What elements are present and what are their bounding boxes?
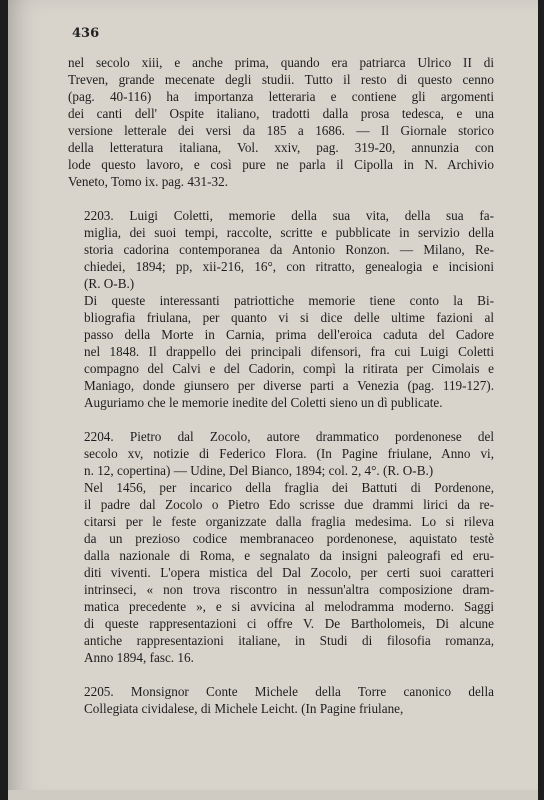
text-line: Collegiata cividalese, di Michele Leicht. (In Pagine friulane, (84, 701, 404, 716)
text-line: bliografia friulana, per quanto vi si dice delle ultime fazioni al (84, 310, 494, 325)
paragraph-continuation (68, 54, 494, 190)
text-line: nel secolo xiii, e anche prima, quando era patriarca Ulrico II di (68, 55, 494, 70)
text-line: lode questo lavoro, e così pure ne parla il Cipolla in N. Archivio (68, 157, 494, 172)
entry-2204-heading (68, 428, 494, 479)
text-line: chiedei, 1894; pp, xii-216, 16°, con ritratto, genealogia e incisioni (84, 259, 494, 274)
text-line: Di queste interessanti patriottiche memorie tiene conto la Bi- (84, 293, 494, 308)
text-line: Maniago, donde giunsero per diverse parti a Venezia (pag. 119-127). (84, 378, 494, 393)
text-line: Nel 1456, per incarico della fraglia dei Battuti di Pordenone, (84, 480, 494, 495)
text-line: diti viventi. L'opera mistica del Dal Zocolo, per certi suoi caratteri (84, 565, 494, 580)
text-line: secolo xv, notizie di Federico Flora. (In Pagine friulane, Anno vi, (84, 446, 494, 461)
text-line: 2205. Monsignor Conte Michele della Torre canonico della (84, 684, 494, 699)
text-line: il padre dal Zocolo o Pietro Edo scrisse due drammi lirici da re- (84, 497, 494, 512)
text-line: Auguriamo che le memorie inedite del Coletti sieno un dì publicate. (84, 395, 443, 410)
text-line: (pag. 40-116) ha importanza letteraria e contiene gli argomenti (68, 89, 494, 104)
text-line: miglia, dei suoi tempi, raccolte, scritte e pubblicate in servizio della (84, 225, 494, 240)
text-line: Anno 1894, fasc. 16. (84, 650, 194, 665)
text-line: antiche rappresentazioni italiane, in Studi di filosofia romanza, (84, 633, 494, 648)
entry-2204-body (68, 479, 494, 666)
text-line: intrinseci, « non trova riscontro in nessun'altra composizione dram- (84, 582, 494, 597)
text-line: citarsi per le feste organizzate dalla fraglia medesima. Lo si rileva (84, 514, 494, 529)
text-line: nel 1848. Il drappello dei principali difensori, fra cui Luigi Coletti (84, 344, 494, 359)
text-line: 2204. Pietro dal Zocolo, autore drammatico pordenonese del (84, 429, 494, 444)
entry-2203-body (68, 292, 494, 411)
text-line: (R. O-B.) (84, 276, 135, 291)
text-line: dalla nazionale di Roma, e segnalato da insigni paleografi ed eru- (84, 548, 494, 563)
page-bottom-edge (8, 790, 538, 800)
text-line: dei canti dell' Ospite italiano, tradotti dalla prosa tedesca, e una (68, 106, 494, 121)
text-line: da un prezioso codice membranaceo pordenonese, aquistato testè (84, 531, 494, 546)
entry-2203-heading (68, 207, 494, 292)
text-line: matica precedente », e si avvicina al melodramma moderno. Saggi (84, 599, 494, 614)
text-line: della letteratura italiana, Vol. xxiv, pag. 319-20, annunzia con (68, 140, 494, 155)
book-page (8, 0, 538, 800)
text-line: passo della Morte in Carnia, prima dell'eroica caduta del Cadore (84, 327, 494, 342)
text-line: di queste rappresentazioni ci offre V. De Bartholomeis, Di alcune (84, 616, 494, 631)
text-line: Treven, grande mecenate degli studii. Tutto il resto di questo cenno (68, 72, 494, 87)
text-line: compagno del Calvi e del Cadorin, compì la ritirata per Cimolais e (84, 361, 494, 376)
text-line: 2203. Luigi Coletti, memorie della sua vita, della sua fa- (84, 208, 494, 223)
page-text (68, 54, 494, 717)
text-line: n. 12, copertina) — Udine, Del Bianco, 1894; col. 2, 4°. (R. O-B.) (84, 463, 434, 478)
text-line: storia cadorina contemporanea da Antonio Ronzon. — Milano, Re- (84, 242, 494, 257)
page-number: 436 (72, 26, 100, 41)
text-line: Veneto, Tomo ix. pag. 431-32. (68, 174, 228, 189)
entry-2205-heading (68, 683, 494, 717)
text-line: versione letterale dei versi da 185 a 1686. — Il Giornale storico (68, 123, 494, 138)
